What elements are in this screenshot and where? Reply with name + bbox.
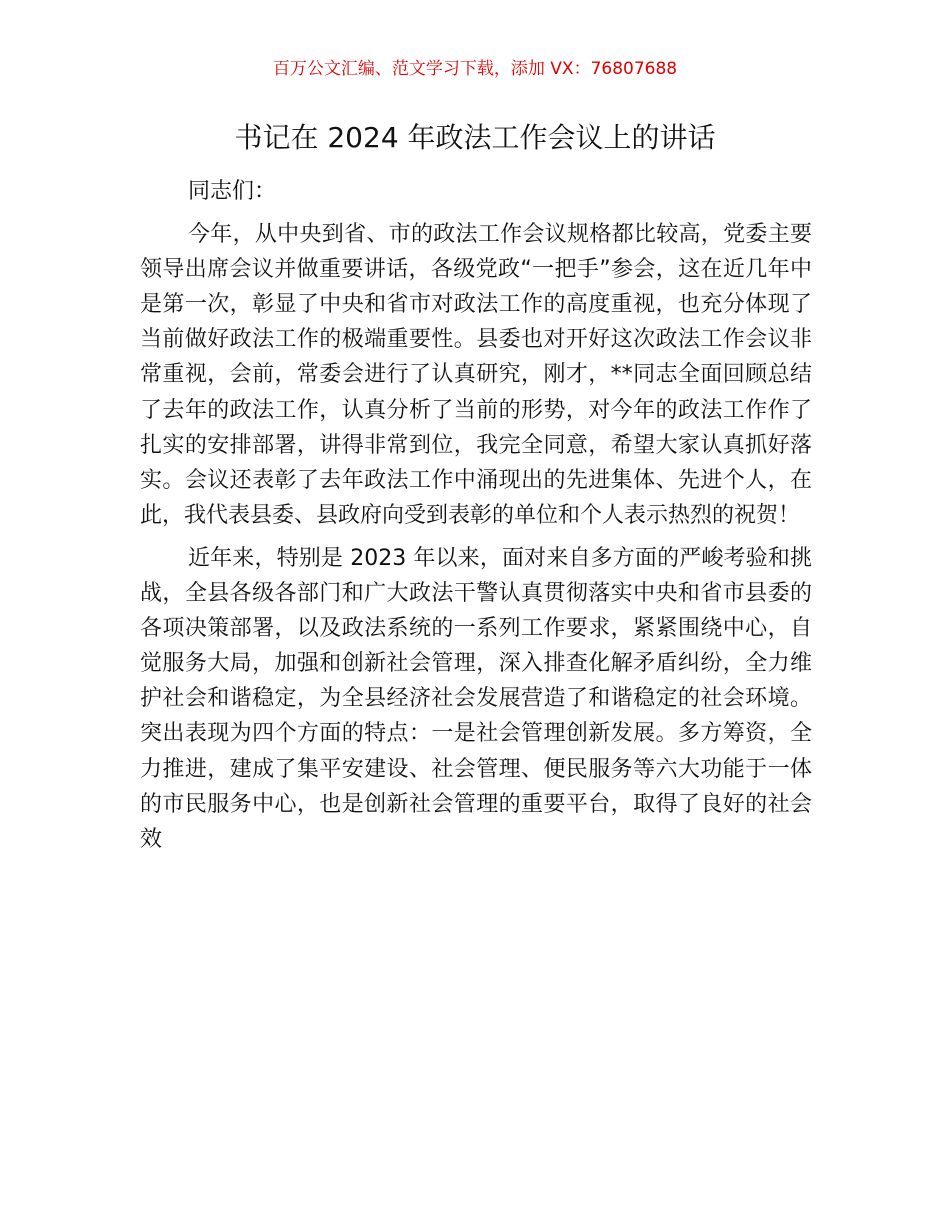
document-title: 书记在 2024 年政法工作会议上的讲话 [234, 121, 716, 154]
paragraph-1: 今年，从中央到省、市的政法工作会议规格都比较高，党委主要领导出席会议并做重要讲话，各级党政“一把手”参会，这在近几年中是第一次，彰显了中央和省市对政法工作的高度重视，也充分体现了当前做好政法工作的极端重要性。县委也对开好这次政法工作会议非常重视，会前，常委会进行了认真研究，刚才，**同志全面回顾总结了去年的政法工作，认真分析了当前的形势，对今年的政法工作作了扎实的安排部署，讲得非常到位，我完全同意，希望大家认真抓好落实。会议还表彰了去年政法工作中涌现出的先进集体、先进个人，在此，我代表县委、县政府向受到表彰的单位和个人表示热烈的祝贺！ [140, 222, 812, 528]
watermark-banner: 百万公文汇编、范文学习下载，添加 VX：76807688 [272, 59, 678, 79]
document-body [140, 174, 812, 865]
salutation: 同志们： [188, 179, 277, 204]
paragraph-2: 近年来，特别是 2023 年以来，面对来自多方面的严峻考验和挑战，全县各级各部门和广大政法干警认真贯彻落实中央和省市县委的各项决策部署，以及政法系统的一系列工作要求，紧紧围绕中心，自觉服务大局，加强和创新社会管理，深入排查化解矛盾纠纷，全力维护社会和谐稳定，为全县经济社会发展营造了和谐稳定的社会环境。突出表现为四个方面的特点：一是社会管理创新发展。多方筹资，全力推进，建成了集平安建设、社会管理、便民服务等六大功能于一体的市民服务中心，也是创新社会管理的重要平台，取得了良好的社会效 [140, 545, 812, 852]
